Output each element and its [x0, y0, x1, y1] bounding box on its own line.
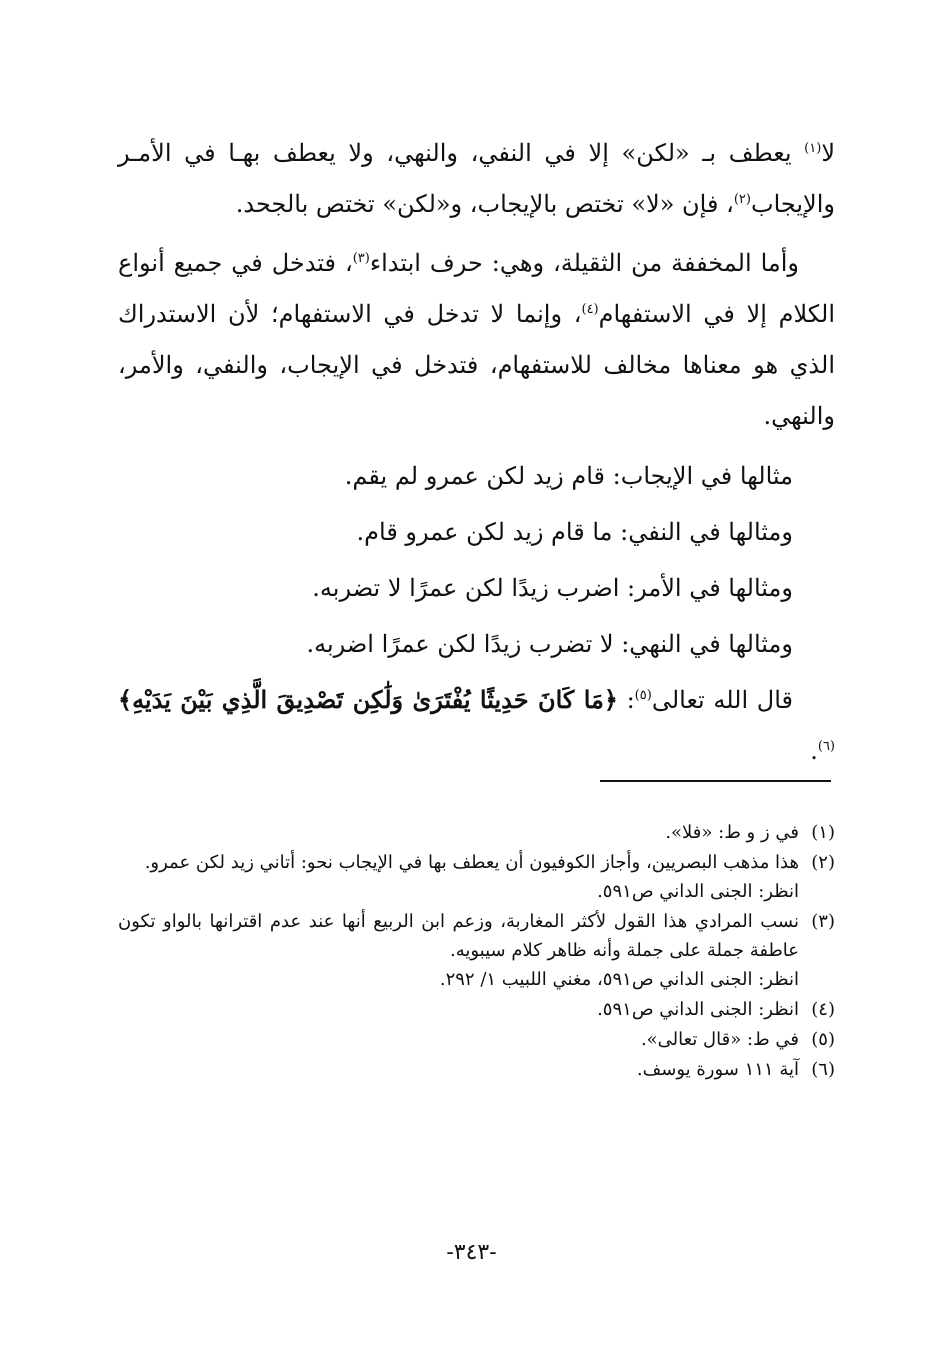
text-run: لا — [821, 139, 835, 167]
footnote-number: (١) — [811, 822, 835, 843]
text-run: : — [617, 686, 635, 714]
quran-verse: ﴿مَا كَانَ حَدِيثًا يُفْتَرَىٰ وَلَٰكِن تَصْدِيقَ الَّذِي بَيْنَ يَدَيْهِ﴾ — [118, 685, 618, 714]
paragraph-lakin-conjunction — [118, 128, 835, 230]
footnote-2 — [118, 848, 835, 906]
footnote-body — [118, 1055, 799, 1084]
footnote-ref-6[interactable]: (٦) — [817, 739, 835, 754]
footnote-1 — [118, 818, 835, 847]
text-run: وأما المخففة من الثقيلة، وهي: حرف ابتداء — [369, 249, 799, 277]
footnote-body — [118, 995, 799, 1024]
footnote-ref-1[interactable]: (١) — [804, 141, 822, 156]
footnote-4 — [118, 995, 835, 1024]
text-run: قال الله تعالى — [651, 686, 793, 714]
footnote-line: في ز و ط: «فلا». — [665, 822, 799, 843]
footnote-number: (٦) — [811, 1059, 835, 1080]
example-affirmation: مثالها في الإيجاب: قام زيد لكن عمرو لم يقم. — [344, 462, 793, 490]
footnote-body — [118, 848, 799, 906]
paragraph-lakin-light — [118, 238, 835, 442]
example-prohibition: ومثالها في النهي: لا تضرب زيدًا لكن عمرًا اضربه. — [306, 630, 793, 658]
text-run: ، فإن «لا» تختص بالإيجاب، و«لكن» تختص بالجحد. — [235, 190, 734, 218]
footnote-body — [118, 1025, 799, 1054]
footnote-body — [118, 818, 799, 847]
text-run: ، فتدخل في جميع أنواع الكلام إلا في الاستفهام — [118, 249, 836, 328]
footnote-6 — [118, 1055, 835, 1084]
footnote-number: (٥) — [811, 1029, 835, 1050]
footnote-ref-2[interactable]: (٢) — [733, 192, 751, 207]
text-run: . — [810, 737, 818, 765]
footnote-ref-5[interactable]: (٥) — [634, 688, 652, 703]
footnote-line: انظر: الجنى الداني ص٥٩١. — [597, 881, 799, 902]
text-run: يعطف بـ «لكن» إلا في النفي، والنهي، ولا يعطف بهـا في الأمـر والإيجاب — [118, 139, 835, 218]
footnote-number: (٣) — [811, 911, 835, 932]
footnote-body — [118, 907, 799, 994]
example-command: ومثالها في الأمر: اضرب زيدًا لكن عمرًا لا تضربه. — [312, 574, 793, 602]
footnote-ref-3[interactable]: (٣) — [352, 251, 370, 266]
footnote-line: آية ١١١ سورة يوسف. — [636, 1059, 799, 1080]
footnote-line: نسب المرادي هذا القول لأكثر المغاربة، وزعم ابن الربيع أنها عند عدم اقترانها بالواو تكون عاطفة جملة على جملة وأنه ظاهر كلام سيبويه. — [118, 911, 799, 961]
footnote-ref-4[interactable]: (٤) — [581, 302, 599, 317]
footnote-separator — [600, 780, 831, 782]
footnote-line: انظر: الجنى الداني ص٥٩١. — [597, 999, 799, 1020]
footnote-line: هذا مذهب البصريين، وأجاز الكوفيون أن يعطف بها في الإيجاب نحو: أتاني زيد لكن عمرو. — [144, 852, 799, 873]
footnote-line: في ط: «قال تعالى». — [640, 1029, 799, 1050]
text-run: ، وإنما لا تدخل في الاستفهام؛ لأن الاستدراك الذي هو معناها مخالف للاستفهام، فتدخل في الإيجاب، والنفي، والأمر، والنهي. — [118, 300, 835, 430]
footnote-5 — [118, 1025, 835, 1054]
footnote-number: (٤) — [811, 999, 835, 1020]
footnote-line: انظر: الجنى الداني ص٥٩١، مغني اللبيب ١/ ٢٩٢. — [439, 969, 799, 990]
page-number: -٣٤٣- — [446, 1240, 497, 1265]
example-negation: ومثالها في النفي: ما قام زيد لكن عمرو قام. — [356, 518, 793, 546]
examples-list — [118, 448, 835, 672]
main-text — [118, 128, 835, 777]
footnote-3 — [118, 907, 835, 994]
footnote-number: (٢) — [811, 852, 835, 873]
quran-citation — [118, 674, 835, 777]
footnotes — [118, 818, 835, 1085]
